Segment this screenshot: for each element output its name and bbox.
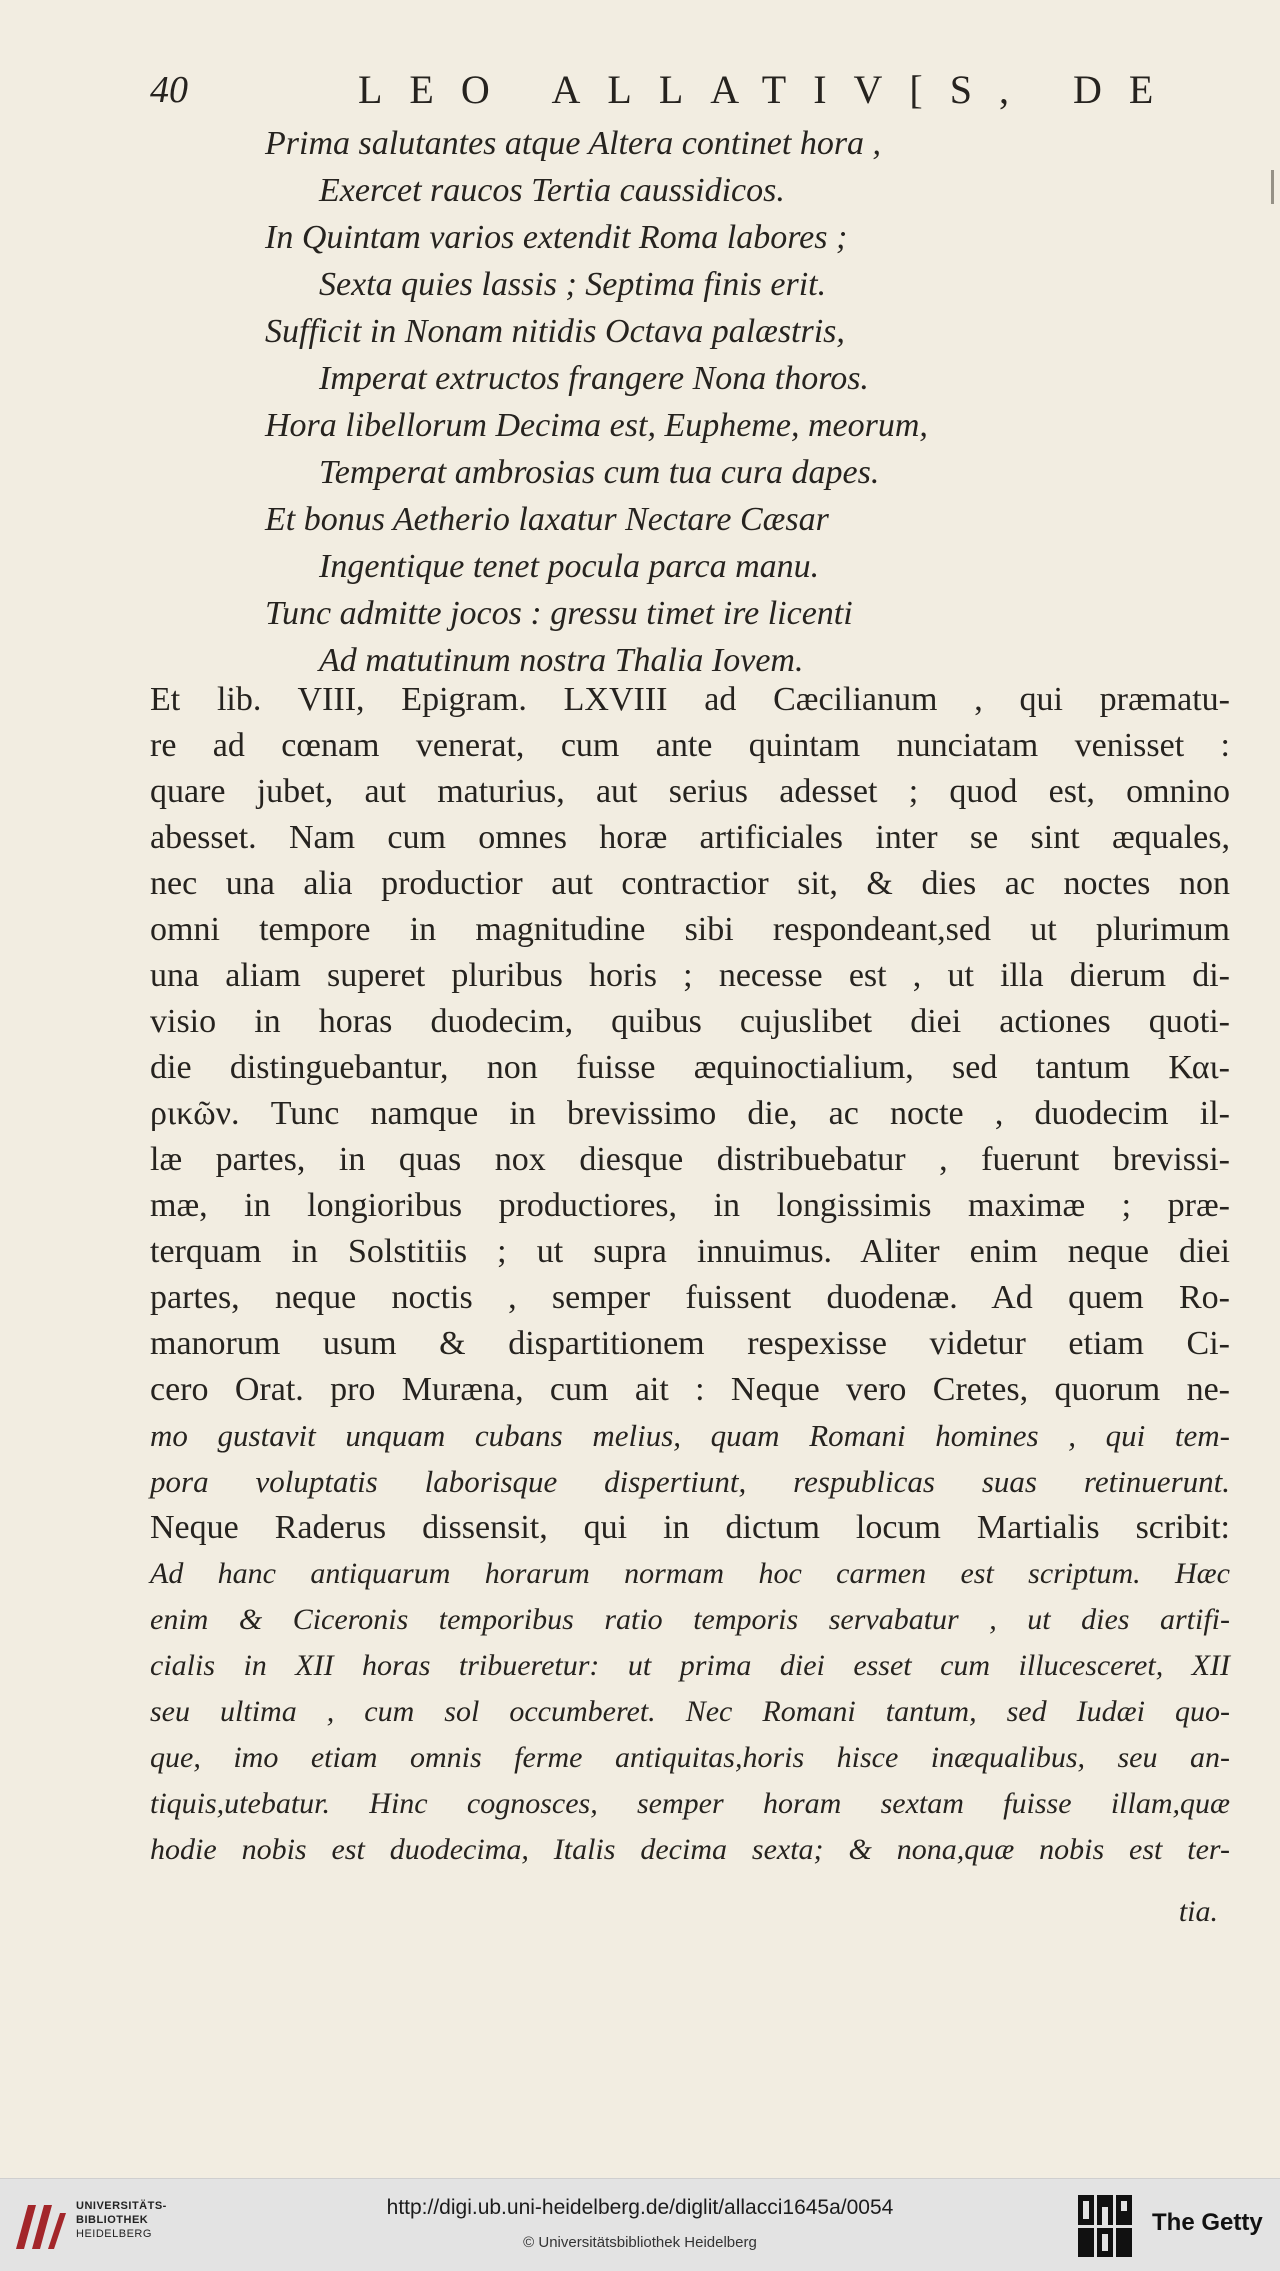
catchword: tia.	[1178, 1895, 1218, 1928]
prose-line: omni tempore in magnitudine sibi respondeant,sed ut plurimum	[150, 911, 1230, 948]
prose-line: pora voluptatis laborisque dispertiunt, respublicas suas retinuerunt.	[150, 1464, 1230, 1499]
prose-line: una aliam superet pluribus horis ; necesse est , ut illa dierum di-	[150, 957, 1230, 994]
poem-verse: Exercet raucos Tertia caussidicos.	[319, 172, 785, 209]
poem-verse: Ad matutinum nostra Thalia Iovem.	[319, 642, 804, 679]
poem-verse: Et bonus Aetherio laxatur Nectare Cæsar	[265, 501, 829, 538]
poem-verse: In Quintam varios extendit Roma labores ;	[265, 219, 848, 256]
prose-line: Neque Raderus dissensit, qui in dictum locum Martialis scribit:	[150, 1509, 1230, 1546]
prose-line: mæ, in longioribus productiores, in longissimis maximæ ; præ-	[150, 1187, 1230, 1224]
viewer-footer	[0, 2178, 1280, 2271]
page-edge-mark	[1271, 170, 1274, 204]
quoted-commentary	[150, 1551, 1230, 1873]
prose-line: cero Orat. pro Muræna, cum ait : Neque vero Cretes, quorum ne-	[150, 1371, 1230, 1408]
poem-verse: Ingentique tenet pocula parca manu.	[319, 548, 820, 585]
page-number: 40	[150, 69, 188, 111]
prose-block	[150, 677, 1230, 1873]
prose-line: die distinguebantur, non fuisse æquinoctialium, sed tantum Και-	[150, 1049, 1230, 1086]
poem-verse: Imperat extructos frangere Nona thoros.	[319, 360, 869, 397]
getty-logo-icon	[1076, 2193, 1134, 2259]
prose-line: quare jubet, aut maturius, aut serius adesset ; quod est, omnino	[150, 773, 1230, 810]
poem-block	[265, 120, 1245, 684]
commentary-line: Ad hanc antiquarum horarum normam hoc carmen est scriptum. Hæc	[150, 1557, 1230, 1590]
running-title: LEO ALLATIV[S, DE	[358, 67, 1181, 112]
running-head	[150, 62, 1181, 118]
prose-line: abesset. Nam cum omnes horæ artificiales inter se sint æquales,	[150, 819, 1230, 856]
library-name-line: UNIVERSITÄTS-	[76, 2200, 167, 2212]
commentary-line: seu ultima , cum sol occumberet. Nec Romani tantum, sed Iudæi quo-	[150, 1695, 1230, 1728]
commentary-line: hodie nobis est duodecima, Italis decima sexta; & nona,quæ nobis est ter-	[150, 1833, 1230, 1866]
library-name-line: HEIDELBERG	[76, 2228, 152, 2240]
poem-verse: Sexta quies lassis ; Septima finis erit.	[319, 266, 827, 303]
prose-line: re ad cœnam venerat, cum ante quintam nunciatam venisset :	[150, 727, 1230, 764]
prose-line: ρικῶν. Tunc namque in brevissimo die, ac nocte , duodecim il-	[150, 1095, 1230, 1132]
partner-name: The Getty	[1152, 2209, 1263, 2236]
commentary-line: cialis in XII horas tribueretur: ut prima diei esset cum illucesceret, XII	[150, 1649, 1230, 1682]
permalink-url[interactable]: http://digi.ub.uni-heidelberg.de/diglit/allacci1645a/0054	[386, 2196, 894, 2219]
poem-verse: Hora libellorum Decima est, Eupheme, meorum,	[265, 407, 928, 444]
poem-verse: Temperat ambrosias cum tua cura dapes.	[319, 454, 880, 491]
poem-verse: Tunc admitte jocos : gressu timet ire licenti	[265, 595, 853, 632]
commentary-line: enim & Ciceronis temporibus ratio temporis servabatur , ut dies artifi-	[150, 1603, 1230, 1636]
poem-verse: Prima salutantes atque Altera continet hora ,	[265, 125, 882, 162]
commentary-line: tiquis,utebatur. Hinc cognosces, semper horam sextam fuisse illam,quæ	[150, 1787, 1230, 1820]
poem-verse: Sufficit in Nonam nitidis Octava palæstris,	[265, 313, 845, 350]
copyright-notice: © Universitätsbibliothek Heidelberg	[523, 2234, 757, 2251]
commentary-line: que, imo etiam omnis ferme antiquitas,horis hisce inæqualibus, seu an-	[150, 1741, 1230, 1774]
prose-line: terquam in Solstitiis ; ut supra innuimus. Aliter enim neque diei	[150, 1233, 1230, 1270]
prose-line: Et lib. VIII, Epigram. LXVIII ad Cæcilianum , qui præmatu-	[150, 681, 1230, 718]
prose-line: visio in horas duodecim, quibus cujuslibet diei actiones quoti-	[150, 1003, 1230, 1040]
prose-line: læ partes, in quas nox diesque distribuebatur , fuerunt brevissi-	[150, 1141, 1230, 1178]
prose-line: nec una alia productior aut contractior sit, & dies ac noctes non	[150, 865, 1230, 902]
prose-line: partes, neque noctis , semper fuissent duodenæ. Ad quem Ro-	[150, 1279, 1230, 1316]
library-name-line: BIBLIOTHEK	[76, 2214, 149, 2226]
prose-line: mo gustavit unquam cubans melius, quam Romani homines , qui tem-	[150, 1418, 1230, 1453]
prose-line: manorum usum & dispartitionem respexisse videtur etiam Ci-	[150, 1325, 1230, 1362]
